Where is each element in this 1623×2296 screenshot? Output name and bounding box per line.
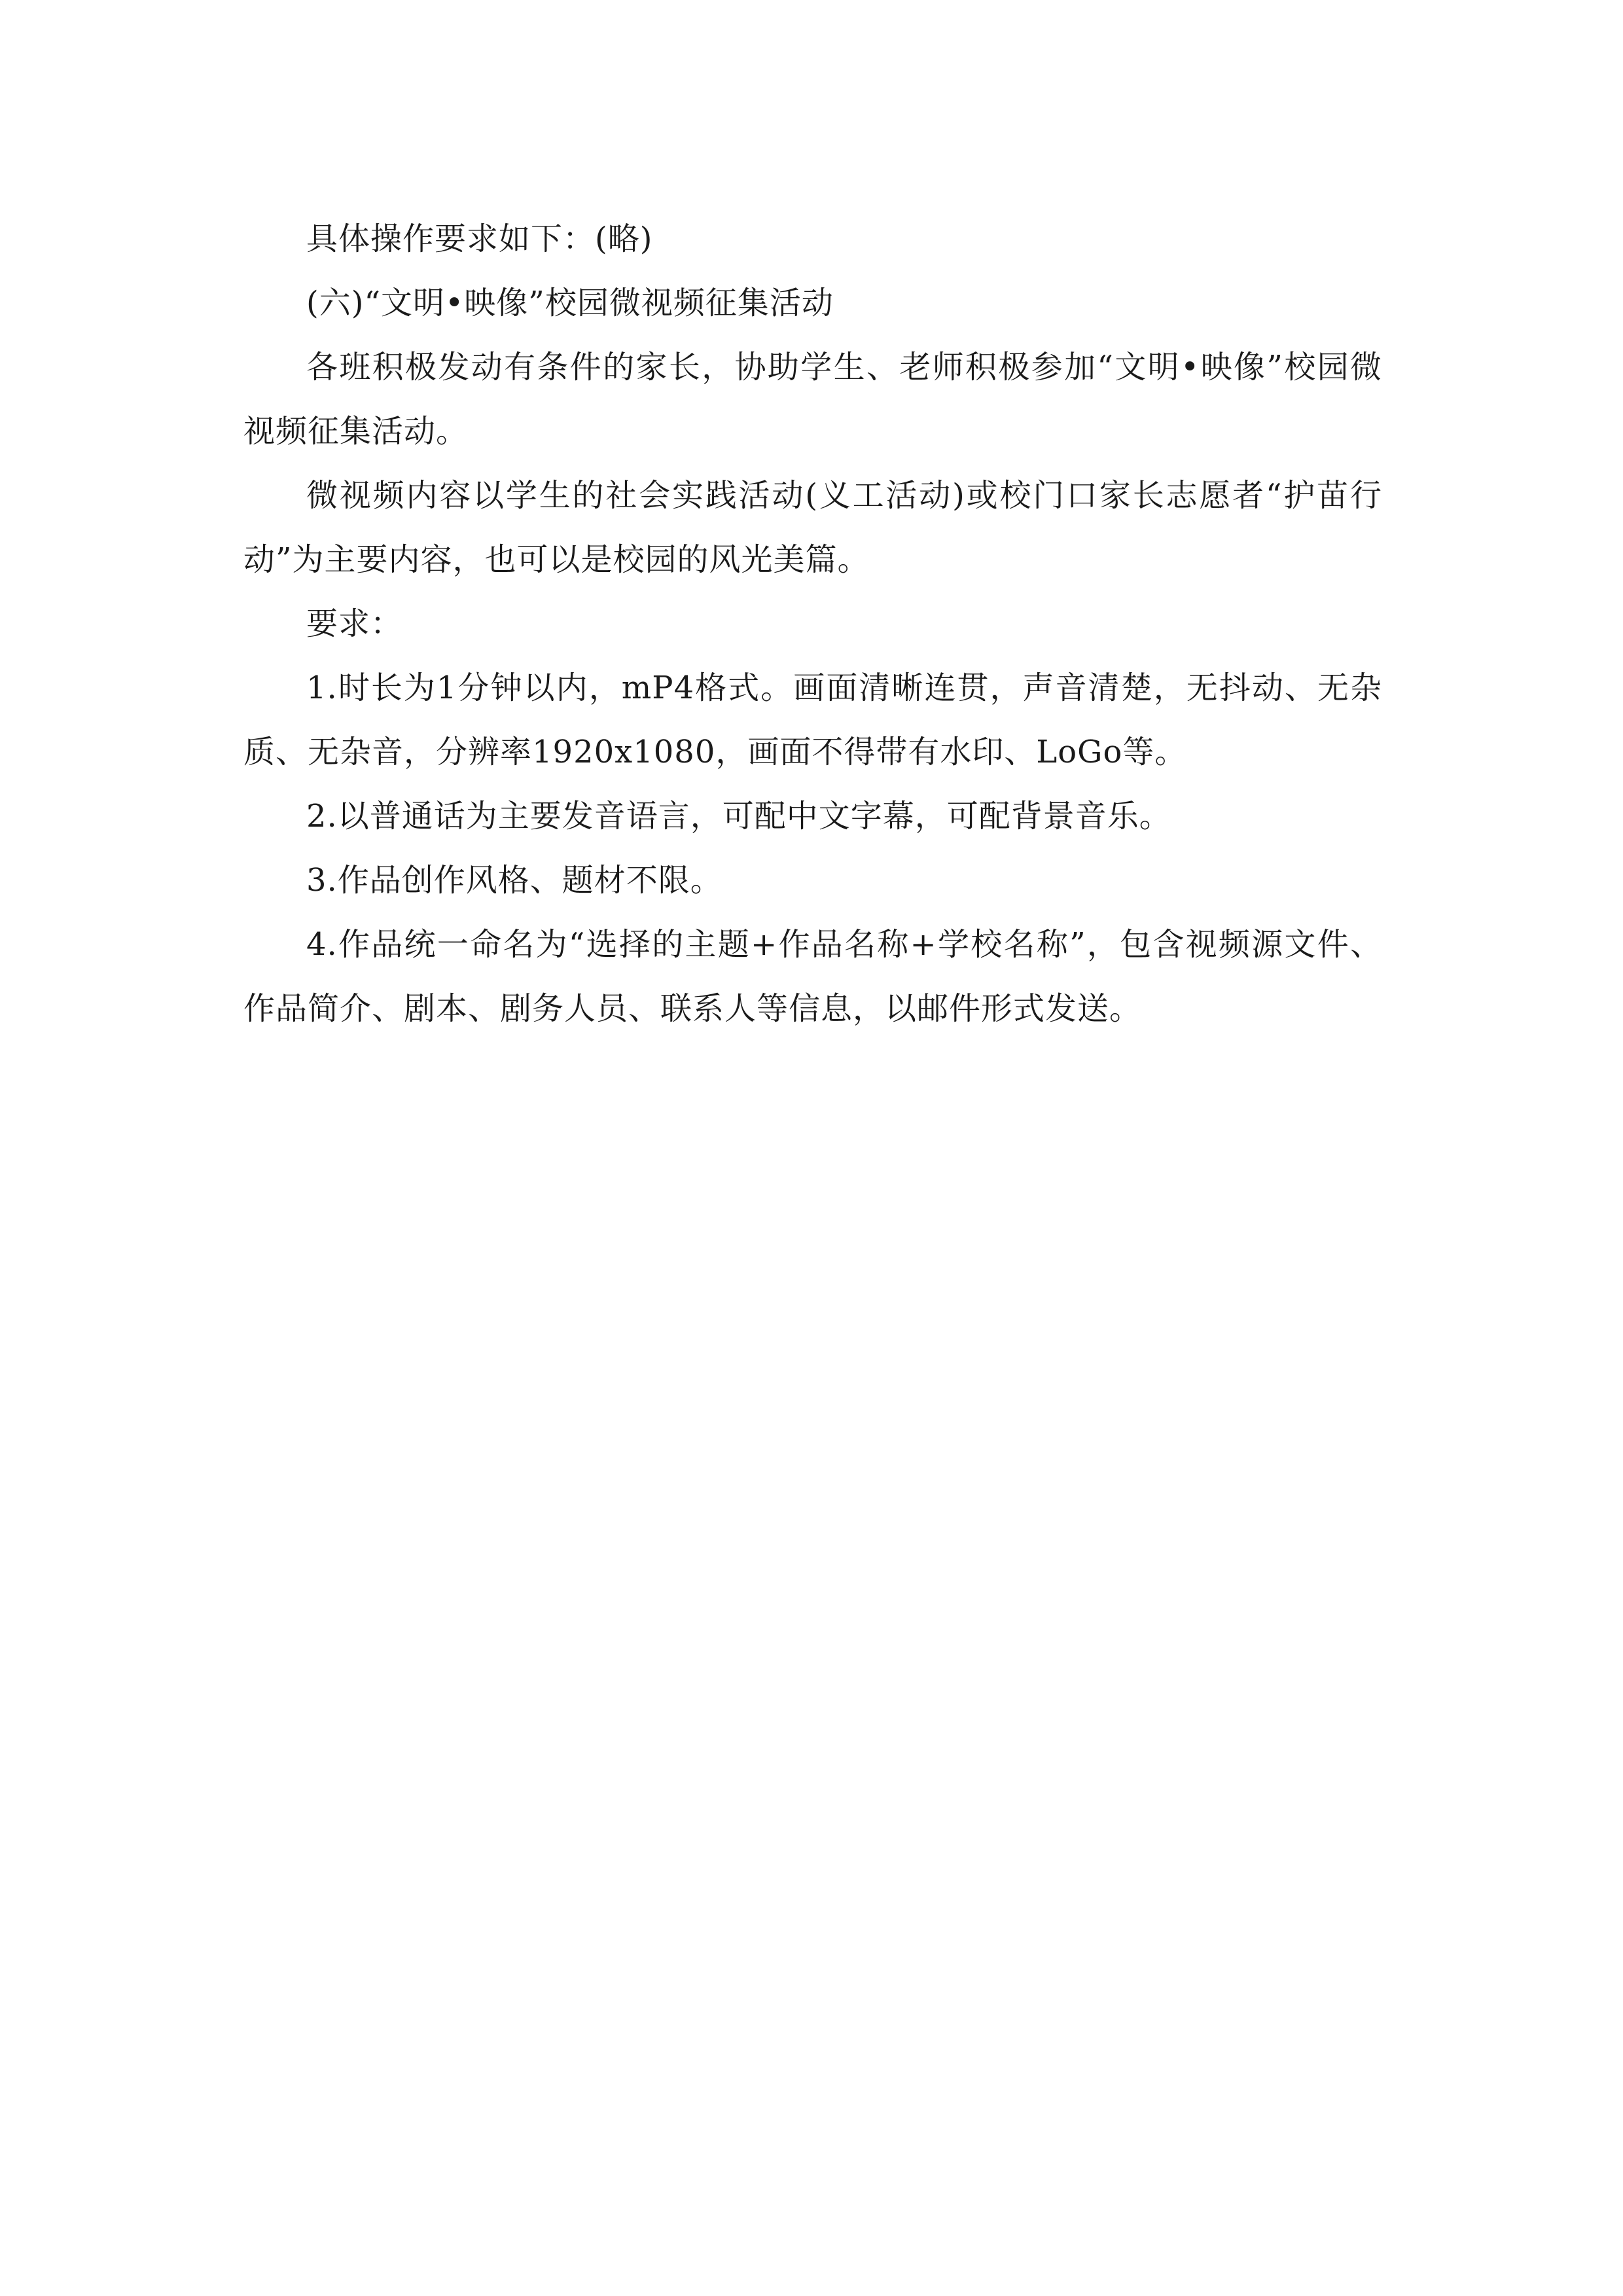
section-heading-micro-video: (六)“文明•映像”校园微视频征集活动 (306, 285, 834, 321)
requirements-heading: 要求： (306, 605, 403, 642)
document-body (243, 207, 1382, 1041)
requirement-item-4: 4.作品统一命名为“选择的主题+作品名称+学校名称”，包含视频源文件、作品简介、剧本、剧务人员、联系人等信息，以邮件形式发送。 (243, 926, 1382, 1027)
paragraph-class-mobilization: 各班积极发动有条件的家长，协助学生、老师积极参加“文明•映像”校园微视频征集活动。 (243, 349, 1382, 450)
paragraph-operation-requirements: 具体操作要求如下：(略) (306, 221, 653, 257)
paragraph-video-content: 微视频内容以学生的社会实践活动(义工活动)或校门口家长志愿者“护苗行动”为主要内容，也可以是校园的风光美篇。 (243, 477, 1382, 578)
requirement-item-2: 2.以普通话为主要发音语言，可配中文字幕，可配背景音乐。 (306, 798, 1171, 834)
requirement-item-1: 1.时长为1分钟以内，mP4格式。画面清晰连贯，声音清楚，无抖动、无杂质、无杂音，分辨率1920x1080，画面不得带有水印、LoGo等。 (243, 670, 1382, 770)
requirement-item-3: 3.作品创作风格、题材不限。 (306, 862, 722, 899)
